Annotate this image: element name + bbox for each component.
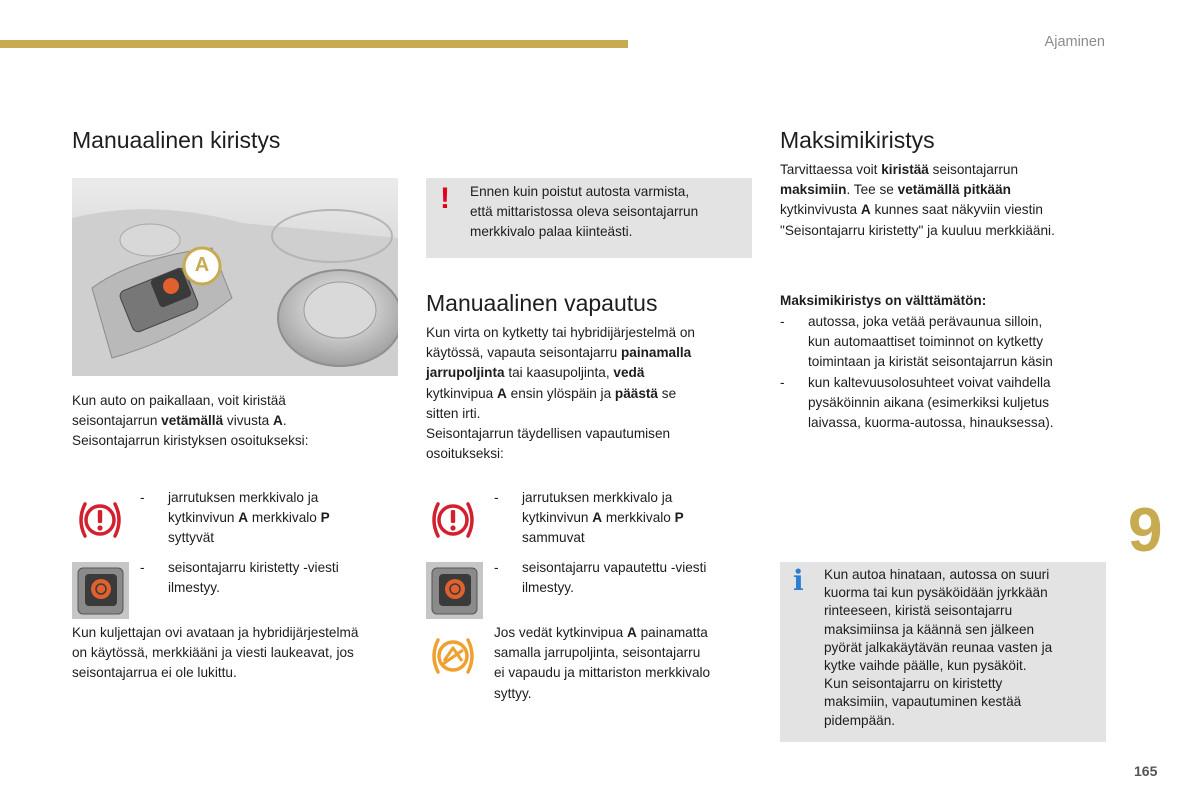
list-item: - autossa, joka vetää perävaunua silloin, kun automaattiset toiminnot on kytketty toimintaan ja kiristät seisontajarrun käsin [780,314,1053,370]
maximum-apply-title: Maksimikiristys [780,127,935,153]
brake-warning-red-icon [429,500,477,540]
brake-fault-orange-icon [429,636,477,676]
text-line: seisontajarrun vetämällä vivusta A. [72,413,287,429]
list-item: - kun kaltevuusolosuhteet voivat vaihdella pysäköinnin aikana (esimerkiksi kuljetus laivassa, kuorma-autossa, hinauksessa). [780,374,1054,431]
left-item-2: - seisontajarru kiristetty -viesti ilmestyy. [140,560,339,596]
left-item-1: - jarrutuksen merkkivalo ja kytkinvivun A merkkivalo P syttyvät [140,490,330,546]
brake-warning-red-icon [76,500,124,540]
maximum-required-subtitle: Maksimikiristys on välttämätön: [780,293,987,308]
parking-brake-console-photo [72,178,398,376]
exclamation-icon: ! [440,182,450,215]
parking-brake-switch-icon [426,562,483,619]
console-illustration [72,178,398,376]
middle-item-1: - jarrutuksen merkkivalo ja kytkinvivun A merkkivalo P sammuvat [494,490,684,546]
section-label: Ajaminen [1044,34,1105,50]
info-text: Kun autoa hinataan, autossa on suuri kuorma tai kun pysäköidään jyrkkään rinteeseen, kiristä seisontajarru maksimiinsa ja käännä sen jälkeen pyörät jalkakäytävän reunaa vasten ja kytke vaihde päälle, kun pysäköit. Kun seisontajarru on kiristetty maksimiin, vapautuminen kestää pidempään. [824,567,1053,728]
maximum-required-list [780,312,1110,433]
header-gold-bar [0,40,628,48]
text-line: Kun auto on paikallaan, voit kiristää [72,393,286,408]
page-number: 165 [1134,763,1158,779]
middle-item-3: Jos vedät kytkinvipua A painamatta samalla jarrupoljinta, seisontajarru ei vapaudu ja mittariston merkkivalo syttyy. [494,625,711,701]
manual-release-title: Manuaalinen vapautus [426,290,658,316]
parking-brake-switch-icon [72,562,129,619]
left-footer: Kun kuljettajan ovi avataan ja hybridijärjestelmä on käytössä, merkkiääni ja viesti laukeavat, jos seisontajarrua ei ole lukittu. [72,625,359,681]
chapter-number: 9 [1128,496,1163,565]
text-line: Seisontajarrun kiristyksen osoitukseksi: [72,433,309,449]
maximum-apply-paragraph: Tarvittaessa voit kiristää seisontajarrun maksimiin. Tee se vetämällä pitkään kytkinvivusta A kunnes saat näkyviin viestin "Seisontajarru kiristetty" ja kuuluu merkkiääni. [780,162,1055,238]
warning-text: Ennen kuin poistut autosta varmista, että mittaristossa oleva seisontajarrun merkkivalo palaa kiinteästi. [470,184,699,240]
left-intro [72,391,402,452]
manual-apply-title: Manuaalinen kiristys [72,127,281,153]
label-a-marker: A [194,254,210,276]
middle-item-2: - seisontajarru vapautettu -viesti ilmestyy. [494,560,707,596]
manual-release-paragraph: Kun virta on kytketty tai hybridijärjestelmä on käytössä, vapauta seisontajarru painamalla jarrupoljinta tai kaasupoljinta, vedä kytkinvipua A ensin ylöspäin ja päästä se sitten irti. Seisontajarrun täydellisen vapautumisen osoitukseksi: [426,325,695,462]
info-icon: i [793,564,804,597]
